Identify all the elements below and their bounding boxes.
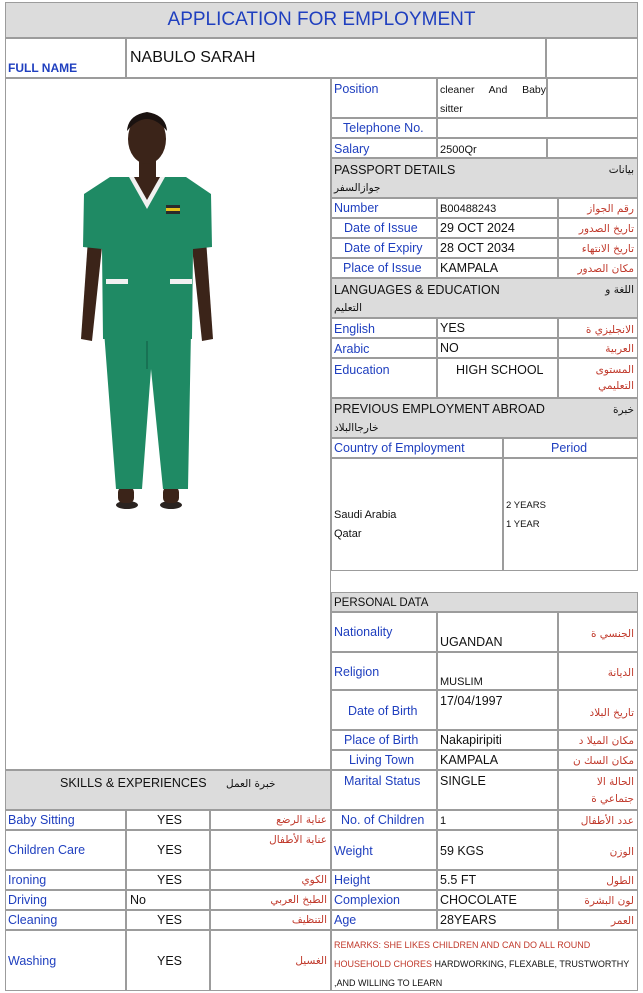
height-ar-cell: [558, 870, 638, 890]
passport-number-value-cell: [437, 198, 558, 218]
skill-label: Washing: [8, 954, 57, 968]
skill-ar-cell: [210, 910, 331, 930]
skill-value-cell: [126, 930, 210, 991]
countries-cell: [331, 458, 503, 571]
title-bar: [5, 2, 638, 38]
nationality-value-cell: [437, 612, 558, 652]
complexion-label: Complexion: [334, 893, 401, 907]
education-value-cell: [437, 358, 558, 398]
skill-label: Ironing: [8, 873, 47, 887]
nationality-label-cell: [331, 612, 437, 652]
age-label: Age: [334, 913, 357, 927]
nationality-ar: الجنسي ة: [590, 628, 634, 640]
height-value-cell: [437, 870, 558, 890]
position-label-cell: [331, 78, 437, 118]
languages-heading-cell: [331, 278, 638, 318]
age-value-cell: [437, 910, 558, 930]
country-1: Saudi Arabia: [334, 509, 397, 521]
religion-value-cell: [437, 652, 558, 690]
full-name-value: NABULO SARAH: [130, 49, 256, 66]
remarks-red: REMARKS: SHE LIKES CHILDREN AND CAN DO ALL ROUND HOUSEHOLD CHORES: [334, 940, 591, 969]
skill-value: YES: [157, 954, 183, 968]
english-label-cell: [331, 318, 437, 338]
expiry-value: 28 OCT 2034: [440, 241, 515, 255]
issue-ar-cell: [558, 218, 638, 238]
marital-value: SINGLE: [440, 774, 486, 788]
marital-label-cell: [331, 770, 437, 810]
religion-ar-cell: [558, 652, 638, 690]
full-name-label: FULL NAME: [8, 61, 78, 75]
salary-label: Salary: [334, 142, 370, 156]
dob-ar-cell: [558, 690, 638, 730]
languages-heading: LANGUAGES & EDUCATION: [334, 283, 500, 297]
skill-value-cell: [126, 830, 210, 870]
expiry-label-cell: [331, 238, 437, 258]
pob-ar-cell: [558, 730, 638, 750]
education-ar-cell: [558, 358, 638, 398]
skill-ar-cell: [210, 830, 331, 870]
remarks-text: [334, 936, 634, 993]
skill-ar: الطبخ العربي: [270, 894, 327, 906]
dob-value-cell: [437, 690, 558, 730]
passport-heading: PASSPORT DETAILS: [334, 163, 456, 177]
living-value: KAMPALA: [440, 753, 499, 767]
height-value: 5.5 FT: [440, 873, 477, 887]
position-label: Position: [334, 82, 379, 96]
period-1: 2 YEARS: [506, 500, 546, 511]
salary-label-cell: [331, 138, 437, 158]
living-label-cell: [331, 750, 437, 770]
skill-label-cell: [5, 930, 126, 991]
personal-heading: PERSONAL DATA: [334, 597, 429, 609]
skill-value-cell: [126, 890, 210, 910]
marital-label: Marital Status: [344, 774, 421, 788]
skill-label: Cleaning: [8, 913, 58, 927]
weight-value: 59 KGS: [440, 844, 484, 858]
issue-label-cell: [331, 218, 437, 238]
weight-label: Weight: [334, 844, 373, 858]
previous-heading: PREVIOUS EMPLOYMENT ABROAD: [334, 402, 545, 416]
country-2: Qatar: [334, 528, 362, 540]
skill-label-cell: [5, 890, 126, 910]
nationality-ar-cell: [558, 612, 638, 652]
dob-label: Date of Birth: [348, 704, 418, 718]
salary-value-cell: [437, 138, 547, 158]
skills-heading-ar: خبرة العمل: [226, 778, 276, 790]
passport-heading-ar: بيانات: [608, 164, 634, 176]
height-label: Height: [334, 873, 371, 887]
passport-number-ar: رقم الجواز: [587, 203, 634, 215]
country-label-cell: [331, 438, 503, 458]
dob-label-cell: [331, 690, 437, 730]
place-issue-value: KAMPALA: [440, 261, 499, 275]
english-ar: الانجليزي ة: [585, 324, 634, 336]
expiry-label: Date of Expiry: [344, 241, 423, 255]
dob-value: 17/04/1997: [440, 694, 503, 708]
age-ar-cell: [558, 910, 638, 930]
full-name-label-cell: [5, 38, 126, 78]
english-value-cell: [437, 318, 558, 338]
skill-label-cell: [5, 810, 126, 830]
religion-value: MUSLIM: [440, 676, 483, 688]
place-issue-label-cell: [331, 258, 437, 278]
skills-heading-cell: [5, 770, 331, 810]
passport-number-label: Number: [334, 201, 379, 215]
age-ar: العمر: [610, 915, 634, 927]
weight-ar-cell: [558, 830, 638, 870]
complexion-ar-cell: [558, 890, 638, 910]
skill-label-cell: [5, 830, 126, 870]
telephone-label-cell: [331, 118, 437, 138]
issue-value: 29 OCT 2024: [440, 221, 515, 235]
nationality-value: UGANDAN: [440, 635, 503, 649]
education-ar-2: التعليمي: [598, 380, 634, 392]
telephone-label: Telephone No.: [343, 121, 424, 135]
arabic-label: Arabic: [334, 342, 370, 356]
living-value-cell: [437, 750, 558, 770]
candidate-photo: [6, 79, 332, 771]
skill-label: Children Care: [8, 843, 86, 857]
position-empty-cell: [547, 78, 638, 118]
skill-value: YES: [157, 843, 183, 857]
arabic-value-cell: [437, 338, 558, 358]
skill-ar-cell: [210, 890, 331, 910]
weight-label-cell: [331, 830, 437, 870]
issue-label: Date of Issue: [344, 221, 418, 235]
religion-label: Religion: [334, 665, 380, 679]
skills-heading: SKILLS & EXPERIENCES: [60, 776, 207, 790]
periods-cell: [503, 458, 638, 571]
place-issue-value-cell: [437, 258, 558, 278]
skill-ar: التنظيف: [291, 914, 327, 926]
arabic-ar: العربية: [605, 343, 634, 355]
complexion-ar: لون البشرة: [584, 895, 634, 907]
skill-value: YES: [157, 873, 183, 887]
pob-value-cell: [437, 730, 558, 750]
skill-ar: الغسيل: [295, 955, 327, 967]
age-value: 28YEARS: [440, 913, 497, 927]
passport-heading-cell: [331, 158, 638, 198]
expiry-ar-cell: [558, 238, 638, 258]
expiry-value-cell: [437, 238, 558, 258]
languages-heading-ar: اللغة و: [605, 284, 634, 296]
skill-value: YES: [157, 913, 183, 927]
complexion-value-cell: [437, 890, 558, 910]
skill-value: YES: [157, 813, 183, 827]
education-label-cell: [331, 358, 437, 398]
full-name-cell: [126, 38, 546, 78]
complexion-value: CHOCOLATE: [440, 893, 517, 907]
pob-label-cell: [331, 730, 437, 750]
marital-ar-2: جتماعي ة: [591, 793, 634, 805]
children-value: 1: [440, 815, 447, 827]
remarks-black: HARDWORKING, FLEXABLE, TRUSTWORTHY ,AND WILLING TO LEARN: [334, 959, 630, 988]
age-label-cell: [331, 910, 437, 930]
children-label-cell: [331, 810, 437, 830]
place-issue-ar: مكان الصدور: [577, 263, 634, 275]
previous-heading-ar-2: خارجاالبلاد: [334, 422, 379, 434]
header-empty-cell: [546, 38, 638, 78]
personal-heading-cell: [331, 592, 638, 612]
place-issue-label: Place of Issue: [343, 261, 422, 275]
period-label: Period: [551, 441, 588, 455]
education-ar: المستوى: [595, 364, 634, 376]
weight-value-cell: [437, 830, 558, 870]
skill-value-cell: [126, 870, 210, 890]
arabic-value: NO: [440, 341, 459, 355]
education-label: Education: [334, 363, 390, 377]
pob-label: Place of Birth: [344, 733, 419, 747]
skill-ar-cell: [210, 810, 331, 830]
passport-number-label-cell: [331, 198, 437, 218]
skill-label: Driving: [8, 893, 47, 907]
english-value: YES: [440, 321, 466, 335]
skill-label-cell: [5, 870, 126, 890]
salary-empty-cell: [547, 138, 638, 158]
children-value-cell: [437, 810, 558, 830]
complexion-label-cell: [331, 890, 437, 910]
weight-ar: الوزن: [609, 846, 634, 858]
education-value: HIGH SCHOOL: [456, 363, 544, 377]
children-label: No. of Children: [341, 813, 425, 827]
dob-ar: تاريخ البلاد: [589, 707, 634, 719]
issue-ar: تاريخ الصدور: [578, 223, 634, 235]
place-issue-ar-cell: [558, 258, 638, 278]
period-label-cell: [503, 438, 638, 458]
arabic-ar-cell: [558, 338, 638, 358]
skill-value: No: [130, 893, 146, 907]
height-label-cell: [331, 870, 437, 890]
skill-label-cell: [5, 910, 126, 930]
children-ar-cell: [558, 810, 638, 830]
telephone-value-cell: [437, 118, 638, 138]
height-ar: الطول: [606, 875, 634, 887]
expiry-ar: تاريخ الانتهاء: [581, 243, 634, 255]
living-ar: مكان السك ن: [572, 755, 634, 767]
page-title: APPLICATION FOR EMPLOYMENT: [167, 9, 476, 30]
marital-ar: الحالة الا: [596, 776, 634, 788]
remarks-cell: [331, 930, 638, 991]
languages-heading-ar-2: التعليم: [334, 302, 362, 314]
position-value: cleaner And Baby sitter: [440, 84, 546, 115]
religion-ar: الديانة: [607, 667, 634, 679]
previous-heading-ar: خبرة: [613, 404, 634, 416]
nationality-label: Nationality: [334, 625, 393, 639]
position-value-cell: [437, 78, 547, 118]
skill-ar-cell: [210, 930, 331, 991]
living-label: Living Town: [349, 753, 415, 767]
skill-ar: الكوي: [301, 874, 327, 886]
arabic-label-cell: [331, 338, 437, 358]
pob-value: Nakapiripiti: [440, 733, 502, 747]
photo-panel: [5, 78, 331, 770]
skill-ar-cell: [210, 870, 331, 890]
previous-heading-cell: [331, 398, 638, 438]
english-ar-cell: [558, 318, 638, 338]
salary-value: 2500Qr: [440, 144, 477, 156]
marital-ar-cell: [558, 770, 638, 810]
issue-value-cell: [437, 218, 558, 238]
passport-number-value: B00488243: [440, 203, 497, 215]
passport-number-ar-cell: [558, 198, 638, 218]
skill-label: Baby Sitting: [8, 813, 75, 827]
skill-value-cell: [126, 910, 210, 930]
pob-ar: مكان الميلا د: [578, 735, 634, 747]
period-2: 1 YEAR: [506, 519, 540, 530]
marital-value-cell: [437, 770, 558, 810]
children-ar: عدد الأطفال: [580, 815, 634, 827]
religion-label-cell: [331, 652, 437, 690]
english-label: English: [334, 322, 375, 336]
skill-ar: عناية الرضع: [276, 814, 327, 826]
skill-ar: عناية الأطفال: [269, 834, 327, 846]
skill-value-cell: [126, 810, 210, 830]
living-ar-cell: [558, 750, 638, 770]
country-label: Country of Employment: [334, 441, 465, 455]
passport-heading-ar-2: جوازالسفر: [334, 182, 381, 194]
